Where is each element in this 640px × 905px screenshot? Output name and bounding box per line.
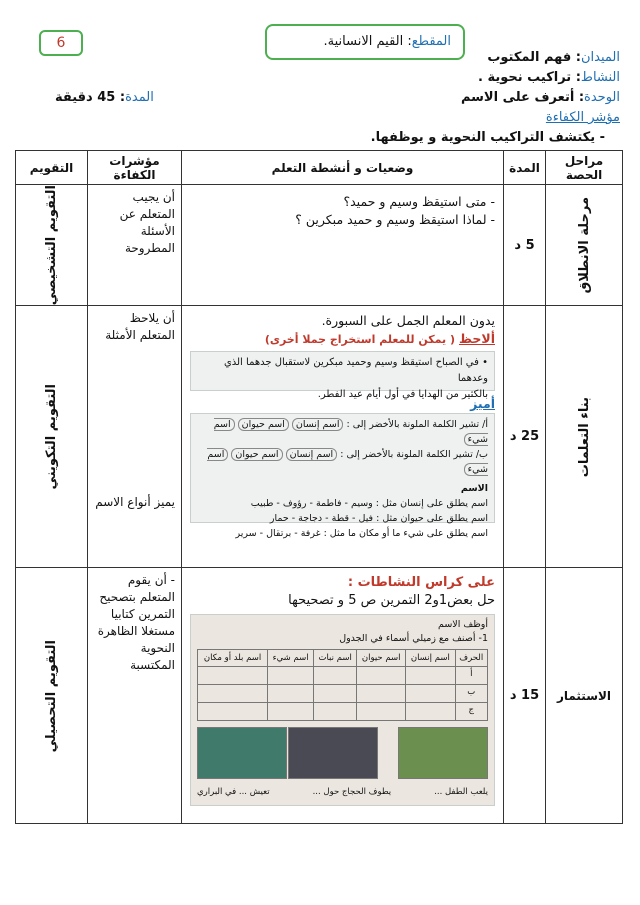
- segment-box: [265, 24, 465, 60]
- indicator-cell: أن يجيب المتعلم عن الأسئلة المطروحة: [88, 185, 182, 306]
- header-assessment: التقويم: [16, 151, 88, 185]
- activity-line: - لماذا استيقظ وسيم و حميد مبكرين ؟: [295, 212, 495, 227]
- task-line: [197, 417, 488, 447]
- field-unit: [461, 90, 620, 105]
- lesson-duration: [55, 90, 154, 105]
- picture-caption: يطوف الحجاج حول ...: [312, 787, 392, 798]
- field-domain: [487, 50, 620, 65]
- kaaba-picture: [288, 727, 378, 779]
- exercise-table: [197, 649, 488, 721]
- activities-cell: [182, 568, 504, 824]
- exercise-letter: أ: [455, 667, 487, 685]
- rule-line: اسم يطلق على إنسان مثل : وسيم - فاطمة - رؤوف - طبيب: [250, 498, 488, 510]
- exercise-letter: ب: [455, 685, 487, 703]
- table-row: [16, 306, 623, 568]
- exercise-instruction: 1- أصنف مع زميلي أسماء في الجدول: [339, 633, 488, 645]
- field-unit-key: الوحدة: [584, 90, 620, 105]
- table-header-row: [16, 151, 623, 185]
- field-domain-key: الميدان: [581, 50, 620, 65]
- stage-cell: [546, 568, 623, 824]
- activities-cell: [182, 306, 504, 568]
- stage-label: الاستثمار: [556, 688, 612, 703]
- rule-line: اسم يطلق على حيوان مثل : فيل - قطة - دجاجة - حمار: [269, 513, 488, 525]
- header-indicators: مؤشرات الكفاءة: [88, 151, 182, 185]
- option-box: اسم شيء: [213, 419, 488, 446]
- example-sentence: • في الصباح استيقظ وسيم وحميد مبكرين لاستقبال جدهما الذي وعدهما: [223, 357, 488, 385]
- page-number: 6: [39, 30, 83, 56]
- exercise-header: اسم بلد أو مكان: [198, 650, 268, 667]
- distinguish-exercise-image: [190, 413, 495, 540]
- observe-label: ألاحظ: [459, 331, 495, 347]
- example-sentences-image: [190, 351, 495, 401]
- field-competency-key: مؤشر الكفاءة: [545, 110, 620, 125]
- task-text: ب/ تشير الكلمة الملونة بالأخضر إلى :: [340, 449, 488, 461]
- playing-child-picture: [398, 727, 488, 779]
- picture-caption: تعيش ... في البراري: [197, 787, 270, 798]
- lesson-plan-table: [15, 150, 623, 824]
- option-box: اسم إنسان: [286, 448, 338, 461]
- field-activity-value: : تراكيب نحوية .: [477, 70, 581, 85]
- assessment-label: التقويم التشخيصي: [44, 185, 59, 306]
- exercise-header: اسم نبات: [314, 650, 357, 667]
- activity-title: على كراس النشاطات :: [347, 575, 495, 591]
- activities-cell: [182, 185, 504, 306]
- field-activity-key: النشاط: [580, 70, 620, 85]
- task-text: أ/ تشير الكلمة الملونة بالأخضر إلى :: [346, 419, 488, 431]
- segment-value: : القيم الانسانية.: [323, 34, 412, 49]
- option-box: اسم إنسان: [292, 418, 344, 431]
- exercise-letter: ج: [455, 703, 487, 721]
- exercise-header: اسم شيء: [268, 650, 314, 667]
- example-sentence: بالكثير من الهدايا في أول أيام عيد الفطر.: [317, 389, 488, 401]
- header-duration: المدة: [504, 151, 546, 185]
- assessment-cell: [16, 568, 88, 824]
- stage-cell: [546, 185, 623, 306]
- exercise-header: الحرف: [455, 650, 487, 667]
- distinguish-label: أميز: [470, 396, 495, 412]
- indicator-text: أن يلاحظ المتعلم الأمثلة: [105, 311, 175, 343]
- field-activity: [478, 70, 620, 85]
- exercise-pictures: [197, 727, 488, 785]
- activity-text: حل بعض1و2 التمرين ص 5 و تصحيحها: [288, 593, 495, 609]
- table-row: [16, 185, 623, 306]
- duration-cell: 15 د: [504, 568, 546, 824]
- option-box: اسم حيوان: [231, 448, 282, 461]
- option-box: اسم حيوان: [238, 418, 289, 431]
- field-unit-value: : أتعرف على الاسم: [460, 90, 585, 105]
- segment-label: المقطع: [411, 34, 451, 49]
- stage-label: بناء التعلمات: [576, 396, 592, 477]
- assessment-label: التقويم التحصيلي: [44, 639, 59, 752]
- captions-row: [197, 785, 488, 799]
- assessment-cell: [16, 185, 88, 306]
- stage-cell: [546, 306, 623, 568]
- exercise-image: [190, 614, 495, 806]
- rule-line: اسم يطلق على شيء ما أو مكان ما مثل : غرفة - برتقال - سرير: [235, 528, 488, 540]
- task-line: [197, 447, 488, 477]
- assessment-cell: [16, 306, 88, 568]
- duration-label: المدة: [125, 90, 154, 105]
- intro-text: يدون المعلم الجمل على السبورة.: [321, 313, 495, 329]
- exercise-title: أوظف الاسم: [438, 619, 488, 631]
- exercise-header: اسم إنسان: [406, 650, 455, 667]
- observe-note: ( يمكن للمعلم استخراج جملا أخرى): [264, 333, 456, 347]
- table-row: [16, 568, 623, 824]
- duration-value: : 45 دقيقة: [55, 90, 126, 105]
- indicator-cell: - أن يقوم المتعلم بتصحيح التمرين كتابيا مستغلا الظاهرة النحوية المكتسبة: [88, 568, 182, 824]
- indicator-text: يميز أنواع الاسم: [95, 495, 175, 510]
- duration-cell: 25 د: [504, 306, 546, 568]
- indicator-cell: [88, 306, 182, 568]
- field-domain-value: : فهم المكتوب: [487, 50, 581, 65]
- exercise-header: اسم حيوان: [357, 650, 406, 667]
- duration-cell: 5 د: [504, 185, 546, 306]
- assessment-label: التقويم التكويني: [44, 384, 59, 490]
- stage-label: مرحلة الانطلاق: [576, 196, 592, 294]
- competency-indicator: - يكتشف التراكيب النحوية و يوظفها.: [370, 130, 605, 145]
- picture-caption: يلعب الطفل ...: [434, 787, 488, 798]
- field-competency: [546, 110, 620, 125]
- header-activities: وضعيات و أنشطة التعلم: [182, 151, 504, 185]
- rule-title: الاسم: [460, 483, 488, 495]
- wildlife-picture: [197, 727, 287, 779]
- activity-line: - متى استيقظ وسيم و حميد؟: [343, 194, 495, 209]
- header-stage: مراحل الحصة: [546, 151, 623, 185]
- option-box: اسم شيء: [207, 449, 488, 476]
